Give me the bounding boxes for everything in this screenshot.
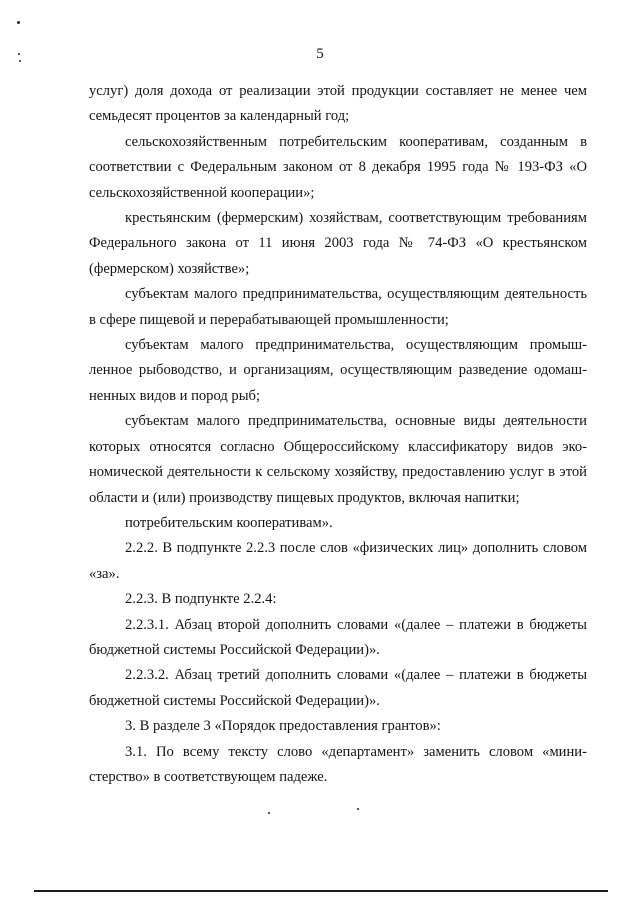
paragraph: 2.2.3.1. Абзац второй дополнить словами «(далее – платежи в бюджеты бюджетной системы Российской Федерации)».	[89, 616, 587, 658]
paragraph: субъектам малого предпринимательства, основные виды деятельности которых относятся согласно Общероссийскому классификатору видов экономической деятельности к сельскому хозяйству, предоставлению услуг в этой области и (или) производству пищевых продуктов, включая напитки;	[89, 413, 587, 506]
page-number: 5	[316, 46, 324, 62]
paragraph: сельскохозяйственным потребительским кооперативам, созданным в соответствии с Федеральным законом от 8 декабря 1995 года № 193-ФЗ «О сельскохозяйственной кооперации»;	[89, 133, 587, 201]
bottom-rule	[34, 890, 608, 892]
paragraph: 2.2.2. В подпункте 2.2.3 после слов «физических лиц» дополнить словом «за».	[89, 540, 587, 582]
paragraph: 2.2.3.2. Абзац третий дополнить словами «(далее – платежи в бюджеты бюджетной системы Российской Федерации)».	[89, 667, 587, 709]
paragraph: субъектам малого предпринимательства, осуществляющим промышленное рыбоводство, и организациям, осуществляющим разведение одомашненных видов и пород рыб;	[89, 337, 587, 404]
document-body	[89, 79, 587, 790]
paragraph: 3. В разделе 3 «Порядок предоставления грантов»:	[125, 718, 441, 735]
paragraph: крестьянским (фермерским) хозяйствам, соответствующим требованиям Федерального закона от 11 июня 2003 года № 74-ФЗ «О крестьянском (фермерском) хозяйстве»;	[89, 210, 587, 277]
paragraph: 3.1. По всему тексту слово «департамент» заменить словом «министерство» в соответствующем падеже.	[89, 743, 587, 785]
paragraph: потребительским кооперативам».	[125, 514, 333, 531]
paragraph: 2.2.3. В подпункте 2.2.4:	[125, 591, 277, 608]
paragraph: услуг) доля дохода от реализации этой продукции составляет не менее чем семьдесят процентов за календарный год;	[89, 83, 587, 125]
scan-speck	[268, 812, 270, 814]
paragraph: субъектам малого предпринимательства, осуществляющим деятельность в сфере пищевой и перерабатывающей промышленности;	[89, 286, 587, 328]
scan-speck	[17, 21, 20, 24]
scan-speck	[357, 808, 359, 810]
